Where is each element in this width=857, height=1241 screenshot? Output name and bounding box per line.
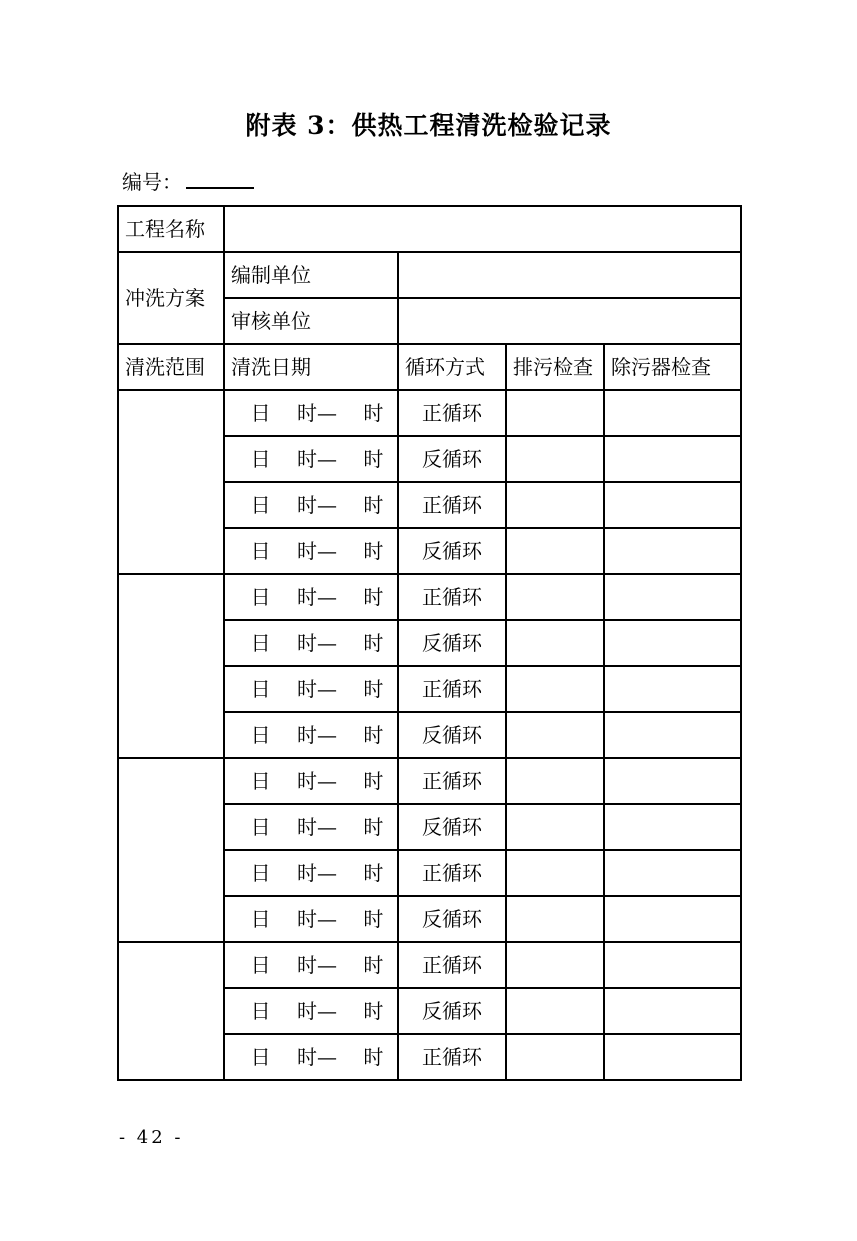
project-name-value-cell[interactable]: [224, 206, 741, 252]
strainer-check-cell[interactable]: [604, 666, 741, 712]
header-date-cell: 清洗日期: [224, 344, 398, 390]
date-cell[interactable]: 日 时— 时: [224, 988, 398, 1034]
drain-check-cell[interactable]: [506, 482, 604, 528]
header-strainer-cell: 除污器检查: [604, 344, 741, 390]
cycle-type-cell: 正循环: [398, 390, 506, 436]
record-row: [118, 942, 741, 988]
cleaning-record-table: [117, 205, 742, 1081]
date-cell[interactable]: 日 时— 时: [224, 574, 398, 620]
strainer-check-cell[interactable]: [604, 896, 741, 942]
strainer-check-cell[interactable]: [604, 574, 741, 620]
cycle-type-cell: 反循环: [398, 896, 506, 942]
cycle-type-cell: 正循环: [398, 574, 506, 620]
drain-check-cell[interactable]: [506, 988, 604, 1034]
project-name-row: [118, 206, 741, 252]
drain-check-cell[interactable]: [506, 436, 604, 482]
flush-plan-label-cell: 冲洗方案: [118, 252, 224, 344]
plan-reviewer-label-cell: 审核单位: [224, 298, 398, 344]
scope-value-cell[interactable]: [118, 758, 224, 942]
date-cell[interactable]: 日 时— 时: [224, 528, 398, 574]
drain-check-cell[interactable]: [506, 712, 604, 758]
strainer-check-cell[interactable]: [604, 1034, 741, 1080]
drain-check-cell[interactable]: [506, 666, 604, 712]
date-cell[interactable]: 日 时— 时: [224, 436, 398, 482]
cycle-type-cell: 反循环: [398, 620, 506, 666]
doc-number-blank[interactable]: [186, 165, 254, 189]
drain-check-cell[interactable]: [506, 1034, 604, 1080]
header-drain-cell: 排污检查: [506, 344, 604, 390]
cycle-type-cell: 正循环: [398, 666, 506, 712]
strainer-check-cell[interactable]: [604, 482, 741, 528]
cycle-type-cell: 正循环: [398, 482, 506, 528]
page-title: 附表 3：供热工程清洗检验记录: [245, 111, 612, 140]
strainer-check-cell[interactable]: [604, 390, 741, 436]
scope-value-cell[interactable]: [118, 942, 224, 1080]
date-cell[interactable]: 日 时— 时: [224, 896, 398, 942]
date-cell[interactable]: 日 时— 时: [224, 1034, 398, 1080]
strainer-check-cell[interactable]: [604, 942, 741, 988]
cycle-type-cell: 反循环: [398, 712, 506, 758]
date-cell[interactable]: 日 时— 时: [224, 804, 398, 850]
header-scope-cell: 清洗范围: [118, 344, 224, 390]
strainer-check-cell[interactable]: [604, 712, 741, 758]
doc-number-label: 编号：: [122, 170, 182, 194]
cycle-type-cell: 正循环: [398, 758, 506, 804]
drain-check-cell[interactable]: [506, 850, 604, 896]
strainer-check-cell[interactable]: [604, 804, 741, 850]
record-row: [118, 758, 741, 804]
plan-author-value-cell[interactable]: [398, 252, 741, 298]
date-cell[interactable]: 日 时— 时: [224, 942, 398, 988]
plan-author-row: [118, 252, 741, 298]
header-cycle-cell: 循环方式: [398, 344, 506, 390]
date-cell[interactable]: 日 时— 时: [224, 482, 398, 528]
project-name-label-cell: 工程名称: [118, 206, 224, 252]
cycle-type-cell: 正循环: [398, 942, 506, 988]
cycle-type-cell: 反循环: [398, 988, 506, 1034]
cycle-type-cell: 反循环: [398, 804, 506, 850]
scope-value-cell[interactable]: [118, 390, 224, 574]
drain-check-cell[interactable]: [506, 574, 604, 620]
cycle-type-cell: 正循环: [398, 850, 506, 896]
table-header-row: [118, 344, 741, 390]
cycle-type-cell: 正循环: [398, 1034, 506, 1080]
page-number: - 42 -: [119, 1127, 184, 1148]
drain-check-cell[interactable]: [506, 804, 604, 850]
cycle-type-cell: 反循环: [398, 436, 506, 482]
record-row: [118, 390, 741, 436]
plan-author-label-cell: 编制单位: [224, 252, 398, 298]
scope-value-cell[interactable]: [118, 574, 224, 758]
cycle-type-cell: 反循环: [398, 528, 506, 574]
date-cell[interactable]: 日 时— 时: [224, 620, 398, 666]
strainer-check-cell[interactable]: [604, 620, 741, 666]
strainer-check-cell[interactable]: [604, 758, 741, 804]
drain-check-cell[interactable]: [506, 758, 604, 804]
doc-number-line: [122, 165, 254, 195]
drain-check-cell[interactable]: [506, 528, 604, 574]
date-cell[interactable]: 日 时— 时: [224, 666, 398, 712]
date-cell[interactable]: 日 时— 时: [224, 390, 398, 436]
strainer-check-cell[interactable]: [604, 436, 741, 482]
strainer-check-cell[interactable]: [604, 850, 741, 896]
date-cell[interactable]: 日 时— 时: [224, 850, 398, 896]
date-cell[interactable]: 日 时— 时: [224, 712, 398, 758]
date-cell[interactable]: 日 时— 时: [224, 758, 398, 804]
drain-check-cell[interactable]: [506, 390, 604, 436]
drain-check-cell[interactable]: [506, 942, 604, 988]
drain-check-cell[interactable]: [506, 620, 604, 666]
strainer-check-cell[interactable]: [604, 528, 741, 574]
drain-check-cell[interactable]: [506, 896, 604, 942]
record-row: [118, 574, 741, 620]
strainer-check-cell[interactable]: [604, 988, 741, 1034]
plan-reviewer-value-cell[interactable]: [398, 298, 741, 344]
